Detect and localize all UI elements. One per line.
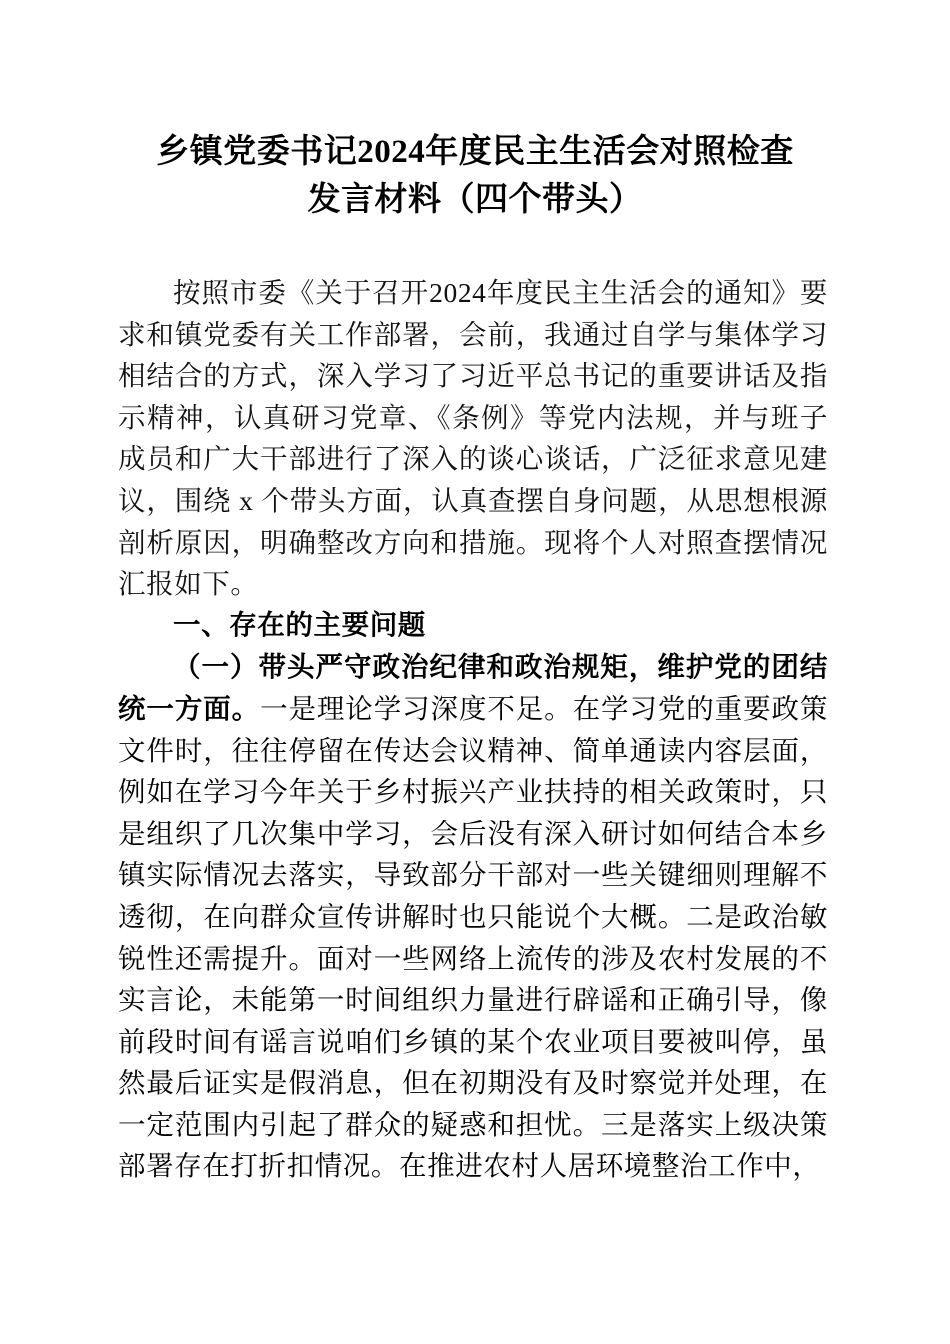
document-title-line-2: 发言材料（四个带头） bbox=[307, 182, 643, 218]
document-body bbox=[118, 272, 828, 1187]
document-title bbox=[118, 128, 832, 224]
document-title-line-1: 乡镇党委书记2024年度民主生活会对照检查 bbox=[156, 134, 794, 170]
intro-paragraph: 按照市委《关于召开2024年度民主生活会的通知》要求和镇党委有关工作部署，会前，我通过自学与集体学习相结合的方式，深入学习了习近平总书记的重要讲话及指示精神，认真研习党章、《条例》等党内法规，并与班子成员和广大干部进行了深入的谈心谈话，广泛征求意见建议，围绕 x 个带头方面，认真查摆自身问题，从思想根源剖析原因，明确整改方向和措施。现将个人对照查摆情况汇报如下。 bbox=[118, 277, 828, 600]
section-heading-main-problems: 一、存在的主要问题 bbox=[173, 608, 426, 641]
subsection-lead-text: （一）带头严守政治纪律和政治规矩，维护党的团结统一方面。 bbox=[118, 651, 828, 724]
subsection-body-text: 一是理论学习深度不足。在学习党的重要政策文件时，往往停留在传达会议精神、简单通读内容层面，例如在学习今年关于乡村振兴产业扶持的相关政策时，只是组织了几次集中学习，会后没有深入研讨如何结合本乡镇实际情况去落实，导致部分干部对一些关键细则理解不透彻，在向群众宣传讲解时也只能说个大概。二是政治敏锐性还需提升。面对一些网络上流传的涉及农村发展的不实言论，未能第一时间组织力量进行辟谣和正确引导，像前段时间有谣言说咱们乡镇的某个农业项目要被叫停，虽然最后证实是假消息，但在初期没有及时察觉并处理，在一定范围内引起了群众的疑惑和担忧。三是落实上级决策部署存在打折扣情况。在推进农村人居环境整治工作中， bbox=[118, 692, 828, 1182]
subsection-political-discipline bbox=[118, 646, 828, 1187]
